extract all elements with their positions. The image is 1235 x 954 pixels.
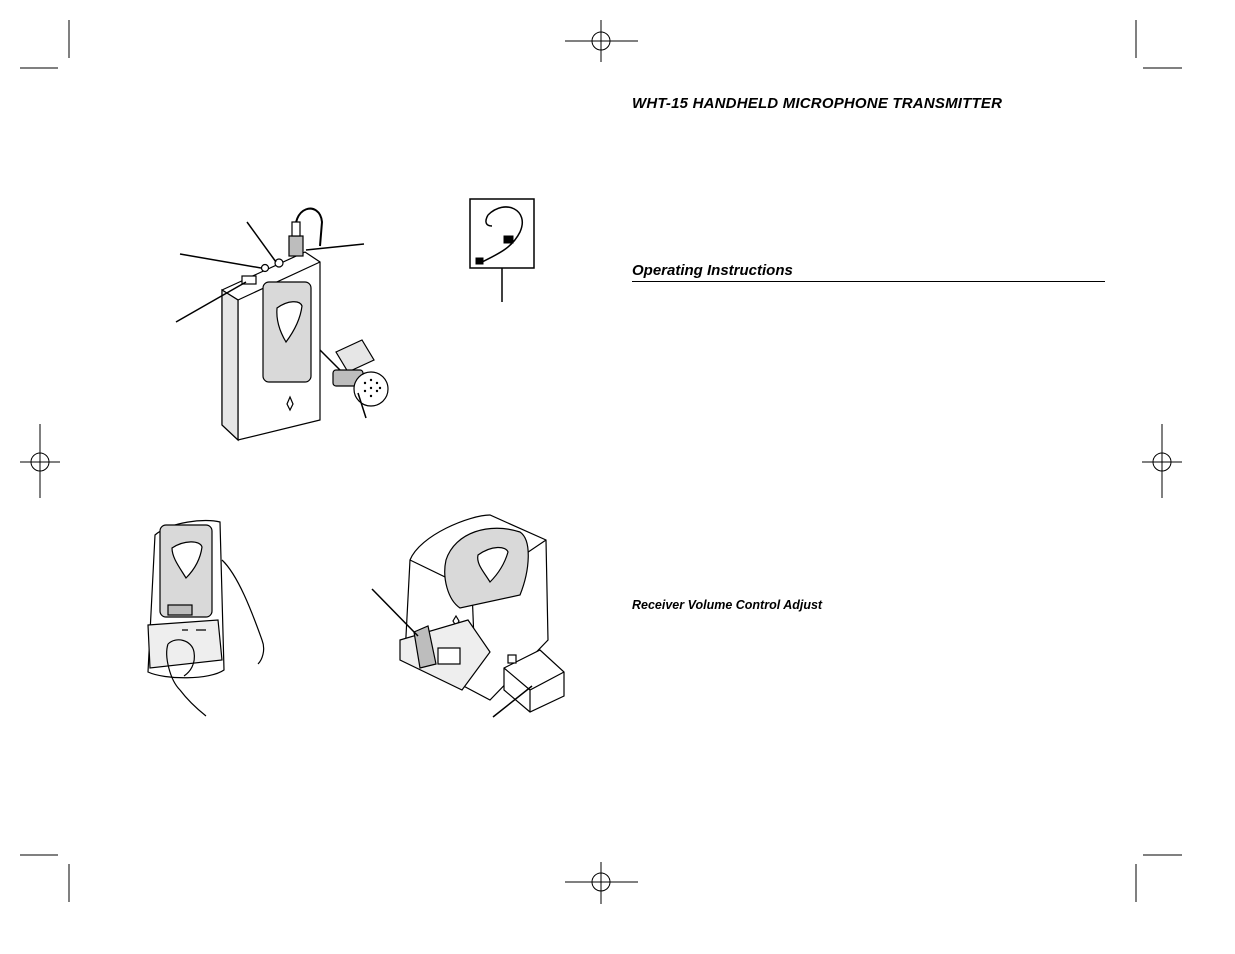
- subsection-heading: Receiver Volume Control Adjust: [632, 598, 823, 612]
- page-title: WHT-15 HANDHELD MICROPHONE TRANSMITTER: [632, 95, 1003, 112]
- section-divider: [632, 281, 1105, 282]
- section-heading: Operating Instructions: [632, 262, 793, 279]
